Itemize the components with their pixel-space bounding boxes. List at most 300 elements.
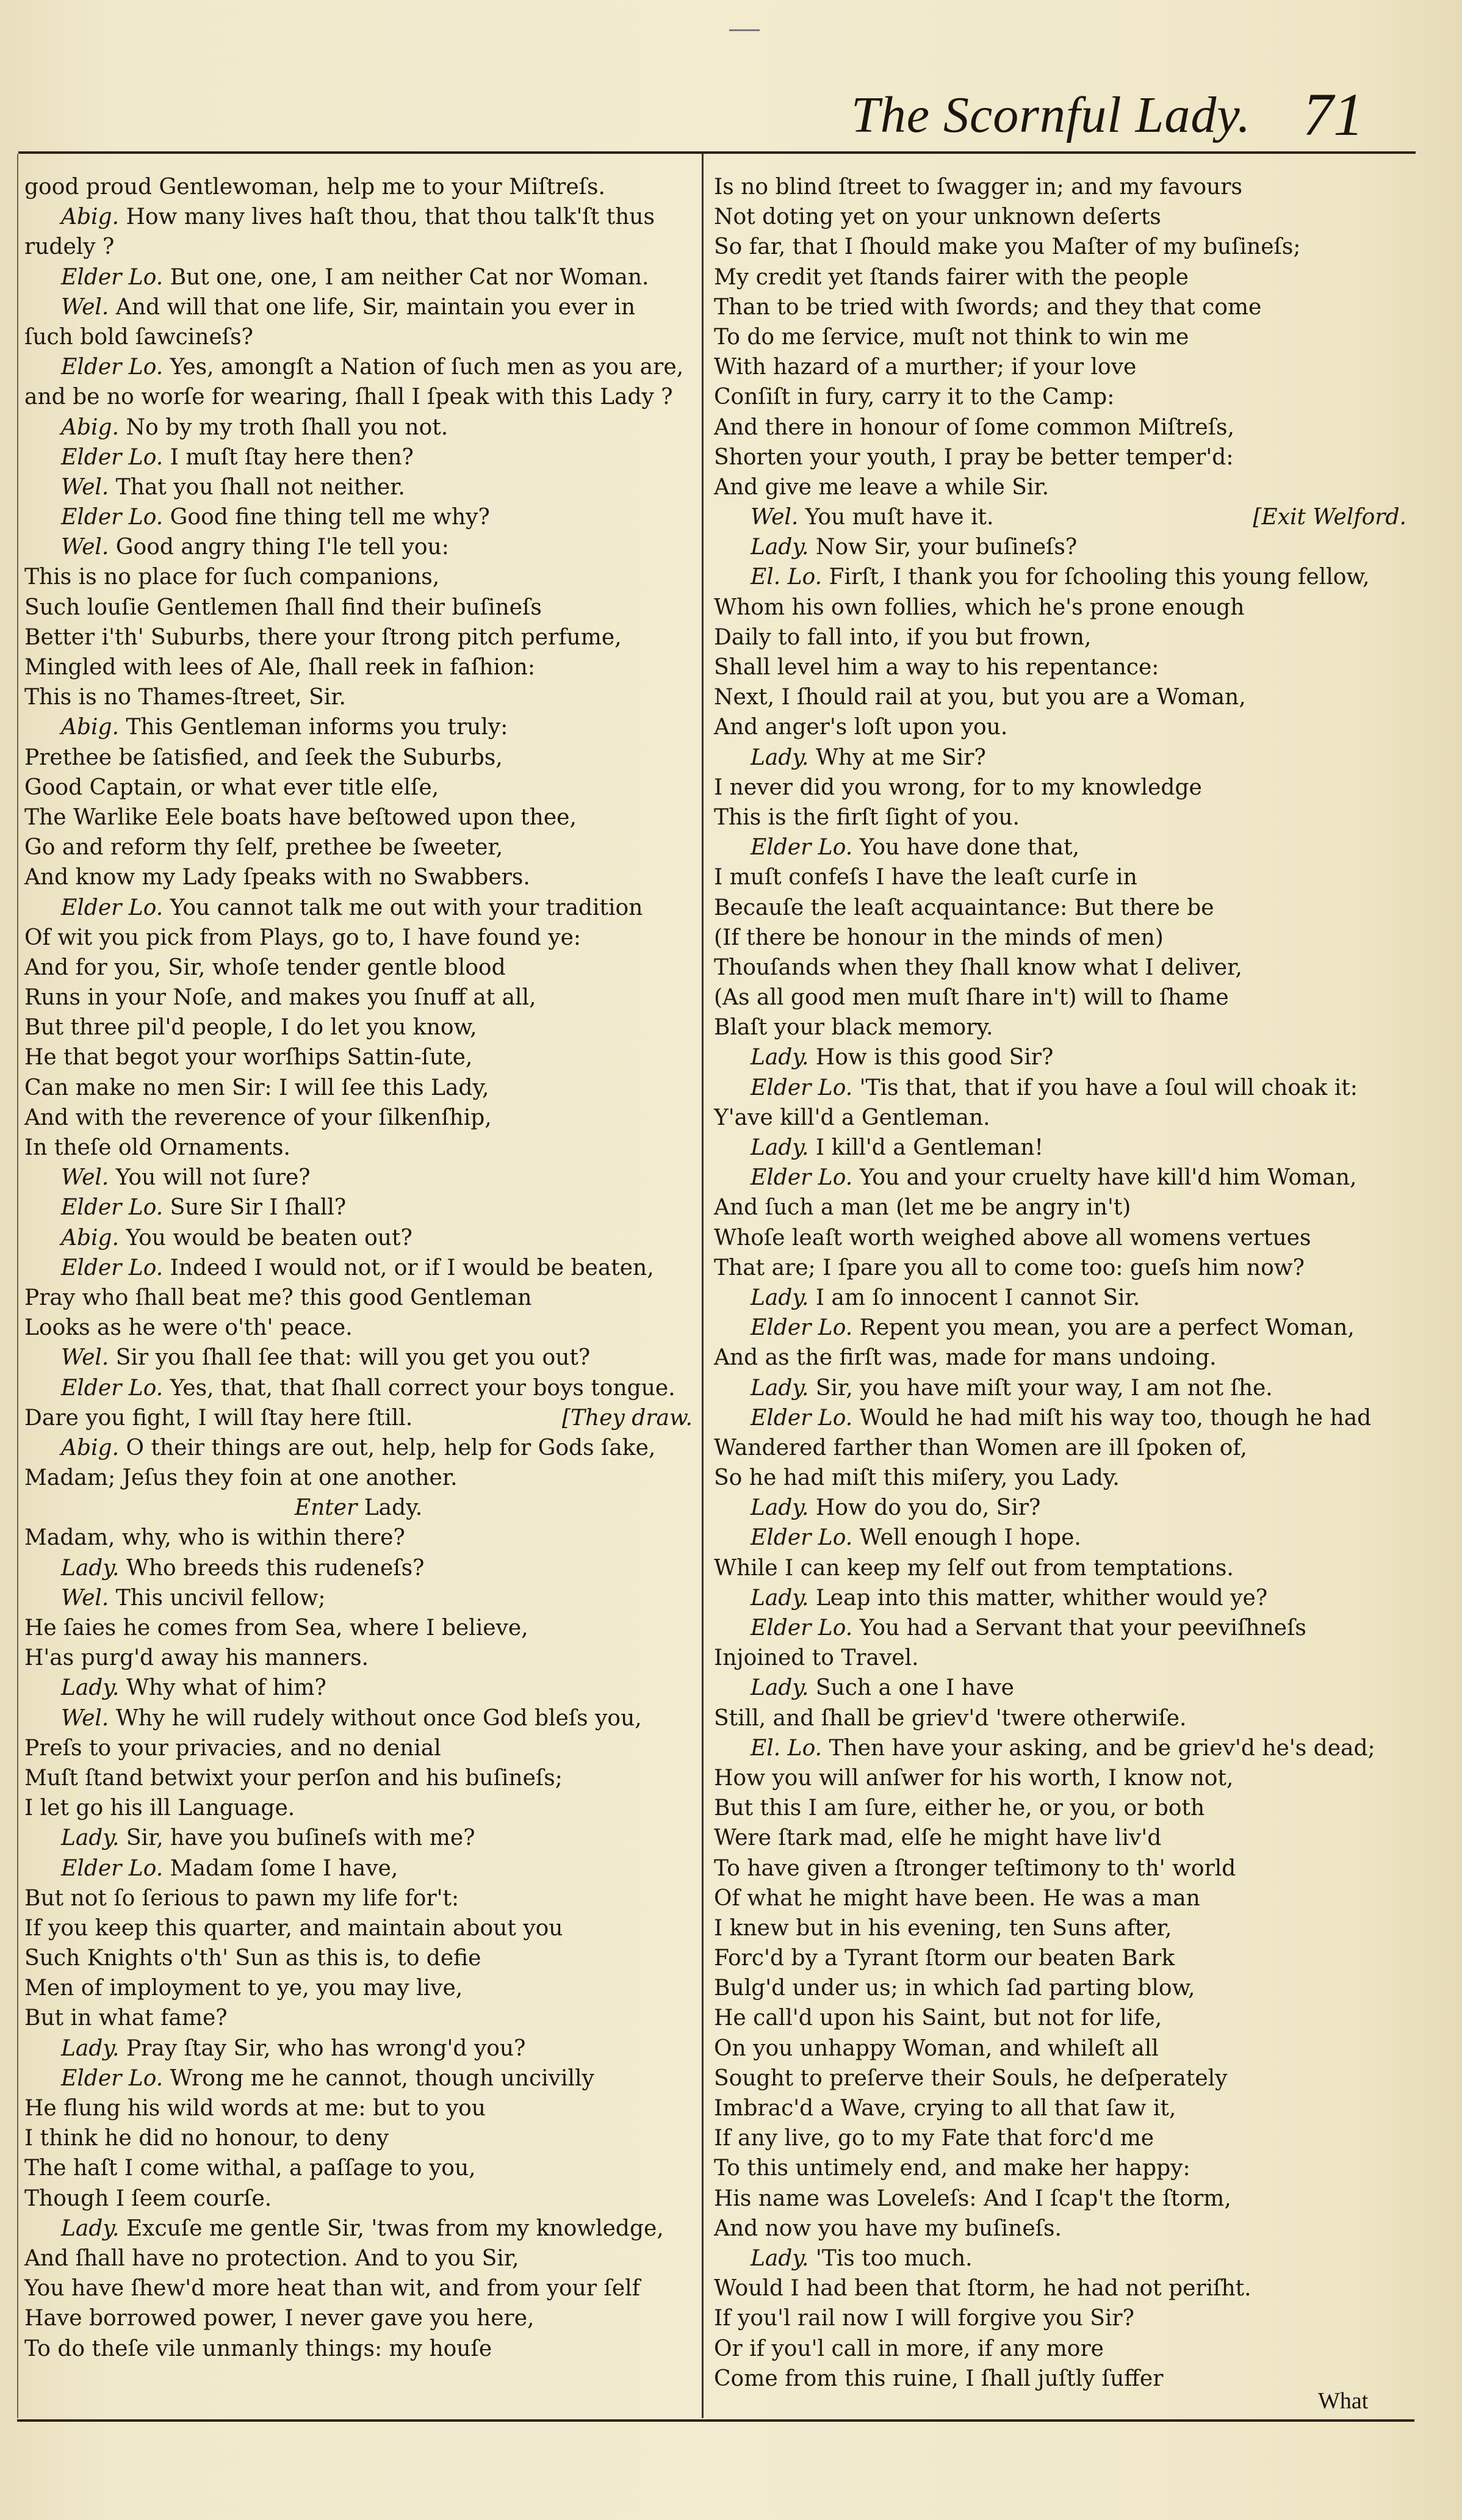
line-text: Pray ſtay Sir, who has wrong'd you? [119,2035,526,2061]
line-text: 'Tis too much. [808,2245,973,2271]
speaker-name: Abig. [61,715,120,740]
line-text: Sir you ſhall ſee that: will you get you out? [109,1345,591,1371]
text-line [24,623,693,652]
text-line [714,1463,1406,1493]
speaker-name: Elder Lo. [751,1315,853,1341]
text-line [714,1313,1406,1343]
text-line [714,352,1406,382]
text-line [24,1223,693,1253]
line-text: Whom his own follies, which he's prone enough [714,594,1245,620]
speaker-name: Elder Lo. [61,355,164,380]
speaker-name: Wel. [61,1345,109,1371]
text-line [714,1433,1406,1463]
line-text: 'Tis that, that if you have a ſoul will choak it: [852,1075,1358,1100]
text-line [714,1673,1406,1703]
text-line [714,1523,1406,1553]
line-text: Good angry thing I'le tell you: [109,535,449,560]
line-text: Have borrowed power, I never gave you here, [24,2306,535,2331]
text-line [714,832,1406,862]
text-line [24,202,693,232]
line-text: The haſt I come withal, a paſſage to you, [24,2156,476,2181]
line-text: This Gentleman informs you truly: [119,715,508,740]
text-line [714,652,1406,682]
line-text: And ſhall have no protection. And to you Sir, [24,2245,519,2271]
text-line [24,1943,693,1973]
left-text-column [24,172,693,2364]
line-text: You muſt have it. [798,505,994,530]
text-line [24,862,693,892]
text-line [24,232,693,262]
speaker-name: Elder Lo. [61,1195,164,1221]
line-text: And anger's loſt upon you. [714,715,1008,740]
line-text: You have ſhew'd more heat than wit, and from your ſelf [24,2276,640,2302]
text-line [714,172,1406,202]
text-line [714,202,1406,232]
line-text: Wandered farther than Women are ill ſpoken of, [714,1435,1247,1460]
text-line [24,2123,693,2153]
line-text: Come from this ruine, I ſhall juſtly ſuffer [714,2366,1164,2391]
text-line [24,1313,693,1343]
line-text: (As all good men muſt ſhare in't) will to ſhame [714,985,1229,1011]
line-text: Injoined to Travel. [714,1645,919,1671]
text-line [714,232,1406,262]
line-text: Imbrac'd a Wave, crying to all that ſaw it, [714,2096,1176,2121]
text-line [714,1913,1406,1943]
text-line [24,1643,693,1673]
line-text: Go and reform thy ſelf, prethee be ſweeter, [24,835,503,861]
text-line [24,2214,693,2244]
speaker-name: Lady. [751,2245,809,2271]
line-text: Now Sir, your buſineſs? [808,535,1078,560]
text-line [714,2003,1406,2033]
text-line [714,773,1406,803]
line-text: Such Knights o'th' Sun as this is, to defie [24,1946,481,1971]
line-text: Prethee be ſatisfied, and ſeek the Suburbs, [24,745,503,770]
text-line [714,1733,1406,1763]
speaker-name: Lady. [751,1585,809,1611]
text-line [714,1973,1406,2003]
text-line [714,803,1406,832]
text-line [24,262,693,292]
line-text: In theſe old Ornaments. [24,1135,290,1160]
text-line [714,502,1406,532]
text-line [714,1553,1406,1583]
line-text: This is the firſt ſight of you. [714,804,1020,830]
line-text: Mingled with lees of Ale, ſhall reek in faſhion: [24,655,535,680]
speaker-name: Lady. [61,1675,120,1701]
text-line [714,1073,1406,1103]
speaker-name: Elder Lo. [751,1165,853,1191]
line-text: I knew but in his evening, ten Suns after, [714,1915,1172,1941]
line-text: Excuſe me gentle Sir, 'twas from my knowledge, [119,2215,664,2241]
text-line [24,2244,693,2273]
speaker-name: Lady. [61,1825,120,1851]
text-line [714,743,1406,773]
line-text: Leap into this matter, whither would ye? [808,1585,1268,1611]
speaker-name: Lady. [751,1375,809,1401]
line-text: And as the firſt was, made for mans undoing. [714,1345,1217,1371]
text-line [24,743,693,773]
text-line [714,1643,1406,1673]
line-text: Daily to fall into, if you but frown, [714,624,1092,650]
line-text: How is this good Sir? [808,1045,1054,1070]
text-line [24,1073,693,1103]
line-text: And know my Lady ſpeaks with no Swabbers. [24,865,530,890]
text-line [714,1854,1406,1883]
text-line [714,1613,1406,1643]
line-text: Indeed I would not, or if I would be beaten, [163,1255,654,1280]
text-line [24,1613,693,1643]
text-line [714,2244,1406,2273]
page-number: 71 [1303,81,1364,148]
running-title: The Scornful Lady. [851,87,1251,143]
line-text: Dare you fight, I will ſtay here ſtill. [24,1405,413,1431]
speaker-name: Elder Lo. [751,1525,853,1551]
speaker-name: El. Lo. [751,1735,823,1761]
line-text: Muſt ſtand betwixt your perſon and his buſineſs; [24,1765,563,1791]
text-line [24,652,693,682]
line-text: I think he did no honour, to deny [24,2126,389,2151]
line-text: Blaſt your black memory. [714,1015,993,1041]
line-text: Good Captain, or what ever title elſe, [24,774,439,800]
line-text: Becauſe the leaſt acquaintance: But there be [714,895,1214,920]
text-line [714,1493,1406,1523]
line-text: And ſuch a man (let me be angry in't) [714,1195,1131,1221]
line-text: Runs in your Noſe, and makes you ſnuff at all, [24,985,536,1011]
line-text: Yes, amongſt a Nation of ſuch men as you are, [163,355,684,380]
speaker-name: Lady. [751,1045,809,1070]
line-text: I kill'd a Gentleman! [808,1135,1043,1160]
text-line [24,1703,693,1733]
text-line [24,1733,693,1763]
line-text: Pray who ſhall beat me? this good Gentleman [24,1285,532,1310]
speaker-name: Lady. [751,1285,809,1310]
line-text: You would be beaten out? [119,1225,412,1251]
text-line [24,953,693,983]
speaker-name: Lady. [751,1495,809,1521]
line-text: Yes, that, that ſhall correct your boys tongue. [163,1375,675,1401]
text-line [24,832,693,862]
page-header [18,79,1416,153]
text-line [714,623,1406,652]
text-line [24,562,693,592]
line-text: Lady. [357,1495,423,1521]
text-line [24,352,693,382]
text-line [24,1403,693,1433]
text-line [24,442,693,472]
text-line [24,1523,693,1553]
line-text: That you ſhall not neither. [109,474,405,500]
text-line [24,2093,693,2123]
speaker-name: Wel. [61,535,109,560]
line-text: But one, one, I am neither Cat nor Woman. [163,264,649,290]
line-text: Why he will rudely without once God bleſs you, [109,1705,642,1731]
text-line [714,292,1406,322]
speaker-name: Elder Lo. [61,1255,164,1280]
line-text: You will not ſure? [109,1165,311,1191]
text-line [714,862,1406,892]
line-text: Shall level him a way to his repentance: [714,655,1159,680]
line-text: Of wit you pick from Plays, go to, I have found ye: [24,925,582,950]
text-line [24,1823,693,1853]
text-line [24,593,693,623]
line-text: Why at me Sir? [808,745,986,770]
line-text: O their things are out, help, help for Gods ſake, [119,1435,656,1460]
text-line [24,1343,693,1373]
speaker-name: Lady. [61,1555,120,1581]
text-line [714,1403,1406,1433]
line-text: Shorten your youth, I pray be better temper'd: [714,444,1234,470]
line-text: And will that one life, Sir, maintain you ever in [109,294,636,320]
text-line [24,1553,693,1583]
text-line [714,1283,1406,1313]
text-line [714,1703,1406,1733]
line-text: He that begot your worſhips Sattin-ſute, [24,1045,473,1070]
stage-direction: [Exit Welford. [1253,505,1406,530]
text-line [714,1013,1406,1042]
speaker-name: Wel. [61,294,109,320]
text-line [24,803,693,832]
line-text: Firſt, I thank you for ſchooling this young fellow, [822,565,1370,590]
line-text: Such louſie Gentlemen ſhall find their buſineſs [24,594,542,620]
line-text: Repent you mean, you are a perfect Woman, [852,1315,1355,1341]
text-line [714,1583,1406,1613]
text-line [24,893,693,923]
text-line [24,1913,693,1943]
speaker-name: Elder Lo. [751,835,853,861]
text-line [24,2063,693,2093]
line-text: But three pil'd people, I do let you know, [24,1015,477,1041]
speaker-name: Elder Lo. [61,2065,164,2091]
line-text: Looks as he were o'th' peace. [24,1315,353,1341]
text-line [714,382,1406,412]
speaker-name: Abig. [61,1225,120,1251]
line-text: To do theſe vile unmanly things: my houſe [24,2336,492,2361]
line-text: So he had miſt this miſery, you Lady. [714,1465,1120,1491]
line-text: I muſt ſtay here then? [163,444,414,470]
line-text: Good fine thing tell me why? [163,505,490,530]
text-line [714,532,1406,562]
text-line [24,172,693,202]
text-line [24,292,693,322]
text-line [714,2273,1406,2303]
text-line [714,2034,1406,2063]
line-text: And there in honour of ſome common Miſtreſs, [714,414,1234,440]
left-frame-rule [17,154,18,2418]
line-text: H'as purg'd away his manners. [24,1645,369,1671]
text-line [24,2034,693,2063]
text-line [24,532,693,562]
line-text: With hazard of a murther; if your love [714,355,1137,380]
text-line [714,1223,1406,1253]
text-line [24,1973,693,2003]
line-text: This uncivil fellow; [109,1585,326,1611]
line-text: While I can keep my ſelf out from temptations. [714,1555,1234,1581]
line-text: Wrong me he cannot, though uncivilly [163,2065,594,2091]
line-text: (If there be honour in the minds of men) [714,925,1164,950]
line-text: So far, that I ſhould make you Maſter of my buſineſs; [714,234,1301,260]
line-text: Is no blind ſtreet to ſwagger in; and my favours [714,175,1242,200]
speaker-name: Lady. [61,2215,120,2241]
catchword: What [1318,2388,1369,2414]
text-line [24,1103,693,1133]
text-line [24,2184,693,2214]
line-text: The Warlike Eele boats have beſtowed upon thee, [24,804,577,830]
text-line [714,1763,1406,1793]
line-text: To have given a ſtronger teſtimony to th' world [714,1855,1236,1881]
text-line [24,1793,693,1823]
speaker-name: Wel. [61,1705,109,1731]
speaker-name: Elder Lo. [751,1405,853,1431]
speaker-name: Abig. [61,1435,120,1460]
line-text: Y'ave kill'd a Gentleman. [714,1105,990,1130]
line-text: Sure Sir I ſhall? [163,1195,347,1221]
text-line [24,1163,693,1193]
text-line [24,773,693,803]
line-text: rudely ? [24,234,115,260]
text-line [714,2334,1406,2364]
text-line [714,1373,1406,1403]
line-text: Of what he might have been. He was a man [714,1885,1200,1911]
speaker-name: Elder Lo. [61,1855,164,1881]
text-line [714,983,1406,1013]
stage-direction: [They draw. [561,1405,693,1431]
speaker-name: Elder Lo. [61,1375,164,1401]
speaker-name: Lady. [751,1675,809,1701]
speaker-name: Elder Lo. [61,895,164,920]
line-text: But not ſo ſerious to pawn my life for't: [24,1885,459,1911]
text-line [714,1193,1406,1222]
text-line [714,1163,1406,1193]
text-line [714,953,1406,983]
line-text: Would he had miſt his way too, though he had [852,1405,1372,1431]
text-line [24,1133,693,1163]
header-rule [18,151,1416,154]
line-text: How you will anſwer for his worth, I know not, [714,1765,1234,1791]
text-line [24,923,693,953]
text-line [24,1883,693,1913]
speaker-name: Abig. [61,204,120,230]
line-text: And for you, Sir, whoſe tender gentle blood [24,955,506,980]
text-line [24,1253,693,1283]
text-line [714,442,1406,472]
stage-direction: Enter [294,1495,358,1521]
text-line [714,682,1406,712]
text-line [24,2303,693,2333]
text-line [24,2334,693,2364]
line-text: Men of imployment to ye, you may live, [24,1976,463,2001]
text-line [714,1823,1406,1853]
text-line [24,1193,693,1222]
text-line [24,1763,693,1793]
line-text: Sought to preſerve their Souls, he deſperately [714,2065,1228,2091]
text-line [24,1854,693,1883]
line-text: Next, I ſhould rail at you, but you are a Woman, [714,685,1246,710]
line-text: And now you have my buſineſs. [714,2215,1062,2241]
text-line [714,923,1406,953]
line-text: Would I had been that ſtorm, he had not periſht. [714,2276,1251,2302]
line-text: Thouſands when they ſhall know what I deliver, [714,955,1242,980]
speaker-name: Elder Lo. [61,264,164,290]
line-text: His name was Loveleſs: And I ſcap't the ſtorm, [714,2186,1231,2211]
line-text: If any live, go to my Fate that forc'd me [714,2126,1154,2151]
line-text: My credit yet ſtands fairer with the people [714,264,1189,290]
text-line [24,502,693,532]
speaker-name: Elder Lo. [61,505,164,530]
line-text: How many lives haſt thou, that thou talk'ſt thus [119,204,655,230]
line-text: Bulg'd under us; in which ſad parting blow, [714,1976,1195,2001]
line-text: If you keep this quarter, and maintain about you [24,1915,563,1941]
text-line [714,562,1406,592]
line-text: Then have your asking, and be griev'd he's dead; [822,1735,1375,1761]
text-line [24,1283,693,1313]
text-line [714,1042,1406,1072]
text-line [714,1883,1406,1913]
line-text: And give me leave a while Sir. [714,474,1050,500]
line-text: If you'l rail now I will forgive you Sir? [714,2306,1134,2331]
line-text: Or if you'l call in more, if any more [714,2336,1104,2361]
text-line [24,1013,693,1042]
text-line [714,2184,1406,2214]
text-line [24,472,693,502]
text-line [714,1343,1406,1373]
text-line [714,1103,1406,1133]
line-text: No by my troth ſhall you not. [119,414,448,440]
text-line [24,382,693,412]
speaker-name: Lady. [751,535,809,560]
text-line [24,1493,693,1523]
line-text: Who breeds this rudeneſs? [119,1555,425,1581]
line-text: And with the reverence of your ſilkenſhip, [24,1105,492,1130]
speaker-name: Lady. [61,2035,120,2061]
line-text: good proud Gentlewoman, help me to your Miſtreſs. [24,175,605,200]
line-text: He ſaies he comes from Sea, where I believe, [24,1616,528,1641]
line-text: Madam, why, who is within there? [24,1525,405,1551]
speaker-name: Wel. [61,474,109,500]
line-text: How do you do, Sir? [808,1495,1041,1521]
text-line [714,2123,1406,2153]
line-text: You cannot talk me out with your tradition [163,895,643,920]
line-text: I muſt confeſs I have the leaſt curſe in [714,865,1137,890]
line-text: He call'd upon his Saint, but not for life, [714,2006,1162,2031]
right-text-column [714,172,1406,2394]
text-line [24,2003,693,2033]
text-line [714,593,1406,623]
line-text: You had a Servant that your peeviſhneſs [852,1616,1306,1641]
line-text: Madam; Jeſus they foin at one another. [24,1465,458,1491]
text-line [714,1253,1406,1283]
text-line [24,712,693,742]
line-text: Why what of him? [119,1675,326,1701]
line-text: Forc'd by a Tyrant ſtorm our beaten Bark [714,1946,1175,1971]
line-text: Better i'th' Suburbs, there your ſtrong pitch perfume, [24,624,622,650]
text-line [714,712,1406,742]
text-line [714,2153,1406,2183]
line-text: You and your cruelty have kill'd him Woman, [852,1165,1357,1191]
line-text: I let go his ill Language. [24,1796,295,1821]
text-line [714,2303,1406,2333]
line-text: Were ſtark mad, elſe he might have liv'd [714,1825,1162,1851]
text-line [24,1583,693,1613]
text-line [24,983,693,1013]
line-text: Sir, you have miſt your way, I am not ſhe. [808,1375,1273,1401]
text-line [714,1943,1406,1973]
speaker-name: Lady. [751,745,809,770]
line-text: This is no Thames-ſtreet, Sir. [24,685,346,710]
line-text: ſuch bold ſawcineſs? [24,324,253,350]
line-text: Preſs to your privacies, and no denial [24,1735,441,1761]
line-text: This is no place for ſuch companions, [24,565,440,590]
